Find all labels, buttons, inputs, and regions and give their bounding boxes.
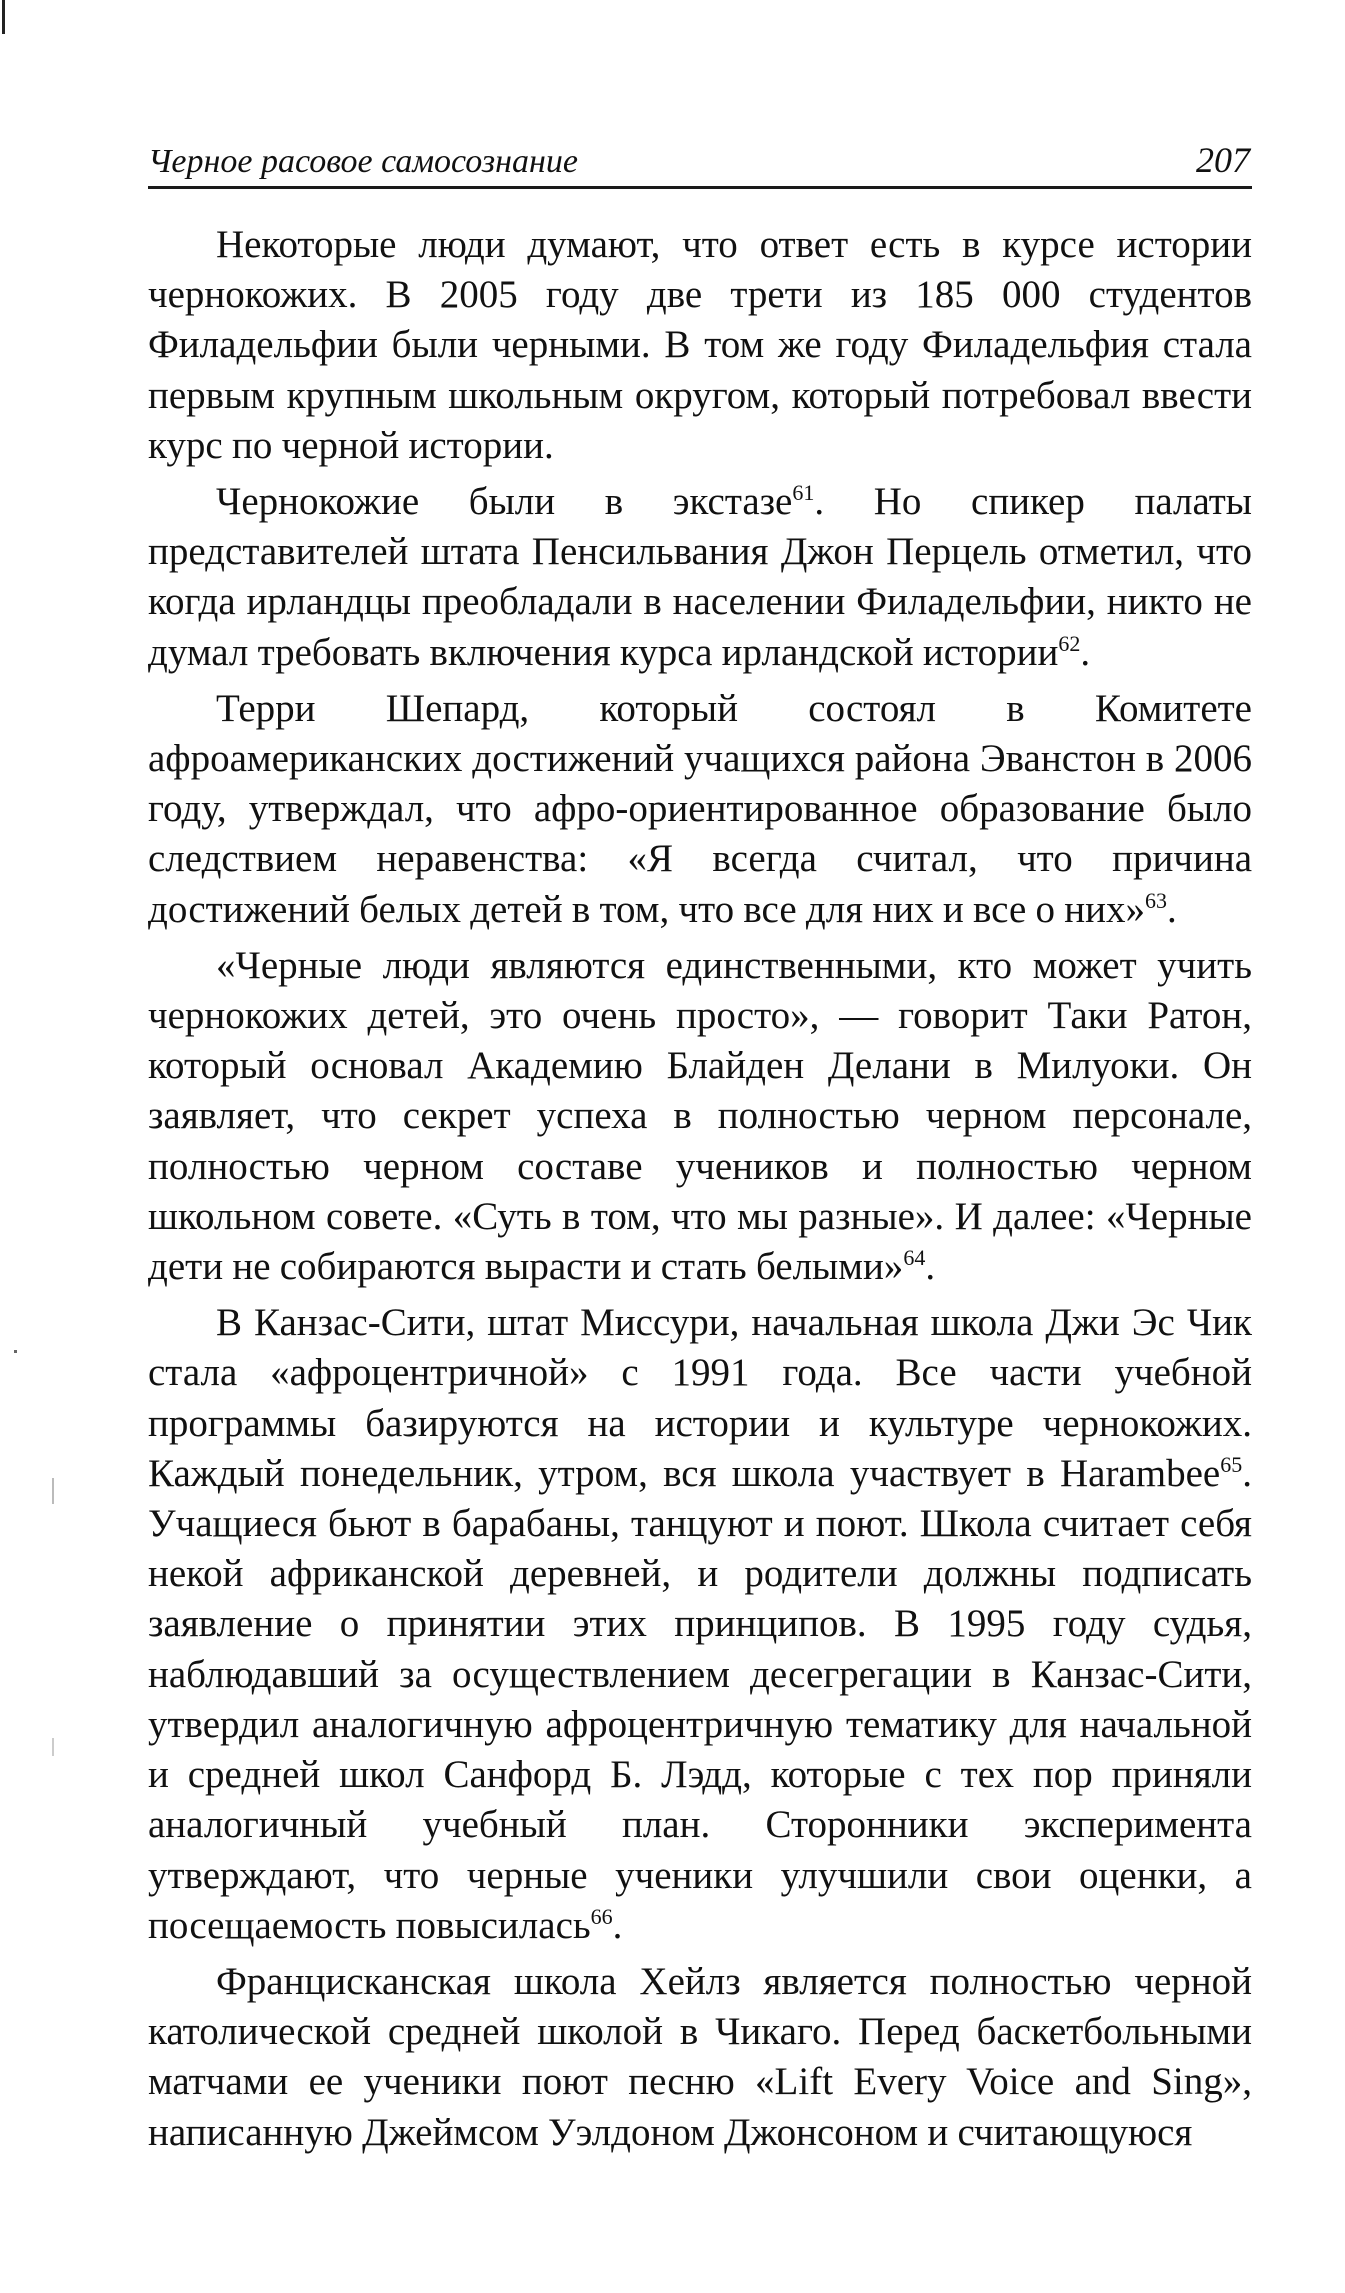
footnote-ref: 61	[792, 480, 815, 506]
paragraph-text: Терри Шепард, который состоял в Комитете афроамериканских достижений учащихся района Эванстон в 2006 году, утверждал, что афро-ориентированное образование было следствием неравенства: «Я всегда считал, что причина достижений белых детей в том, что все для них и все о них»	[148, 686, 1252, 931]
footnote-ref: 65	[1220, 1451, 1243, 1477]
running-header	[148, 136, 1250, 192]
paragraph-text: В Канзас-Сити, штат Миссури, начальная школа Джи Эс Чик стала «афроцентричной» с 1991 года. Все части учебной программы базируются на истории и культуре чернокожих. Каждый понедельник, утром, вся школа участвует в Harambee	[148, 1301, 1252, 1495]
header-rule	[148, 186, 1252, 189]
paragraph-text: .	[1080, 630, 1091, 674]
paragraph-4	[148, 941, 1252, 1292]
body-text	[148, 220, 1252, 2164]
footnote-ref: 64	[903, 1245, 926, 1271]
scan-edge-mark	[2, 0, 5, 34]
footnote-ref: 62	[1058, 630, 1081, 656]
paragraph-text: Чернокожие были в экстазе	[216, 480, 793, 524]
footnote-ref: 63	[1145, 887, 1168, 913]
margin-speck	[52, 1478, 54, 1504]
paragraph-text: Некоторые люди думают, что ответ есть в курсе истории чернокожих. В 2005 году две трети из 185 000 студентов Филадельфии были черными. В том же году Филадельфия стала первым крупным школьным округом, который потребовал ввести курс по черной истории.	[148, 223, 1252, 467]
paragraph-1	[148, 220, 1252, 471]
page-number: 207	[1196, 140, 1250, 180]
paragraph-6	[148, 1957, 1252, 2158]
paragraph-3	[148, 684, 1252, 935]
paragraph-text: . Учащиеся бьют в барабаны, танцуют и поют. Школа считает себя некой африканской деревней, и родители должны подписать заявление о принятии этих принципов. В 1995 году судья, наблюдавший за осуществлением десегрегации в Канзас-Сити, утвердил аналогичную афроцентричную тематику для начальной и средней школ Санфорд Б. Лэдд, которые с тех пор приняли аналогичный учебный план. Сторонники эксперимента утверждают, что черные ученики улучшили свои оценки, а посещаемость повысилась	[148, 1451, 1252, 1947]
paragraph-5	[148, 1298, 1252, 1951]
margin-speck	[52, 1738, 54, 1756]
paragraph-text: .	[925, 1245, 936, 1289]
paragraph-text: .	[612, 1903, 623, 1947]
paragraph-2	[148, 477, 1252, 678]
paragraph-text: «Черные люди являются единственными, кто может учить чернокожих детей, это очень просто», — говорит Таки Ратон, который основал Академию Блайден Делани в Милуоки. Он заявляет, что секрет успеха в полностью черном персонале, полностью черном составе учеников и полностью черном школьном совете. «Суть в том, что мы разные». И далее: «Черные дети не собираются вырасти и стать белыми»	[148, 943, 1252, 1289]
paragraph-text: Францисканская школа Хейлз является полностью черной католической средней школой в Чикаго. Перед баскетбольными матчами ее ученики поют песню «Lift Every Voice and Sing», написанную Джеймсом Уэлдоном Джонсоном и считающуюся	[148, 1959, 1252, 2154]
paragraph-text: .	[1167, 887, 1177, 931]
footnote-ref: 66	[590, 1903, 613, 1929]
margin-speck	[14, 1350, 17, 1353]
paragraph-text: . Но спикер палаты представителей штата Пенсильвания Джон Перцель отметил, что когда ирландцы преобладали в населении Филадельфии, никто не думал требовать включения курса ирландской истории	[148, 480, 1252, 674]
running-title: Черное расовое самосознание	[148, 143, 578, 180]
